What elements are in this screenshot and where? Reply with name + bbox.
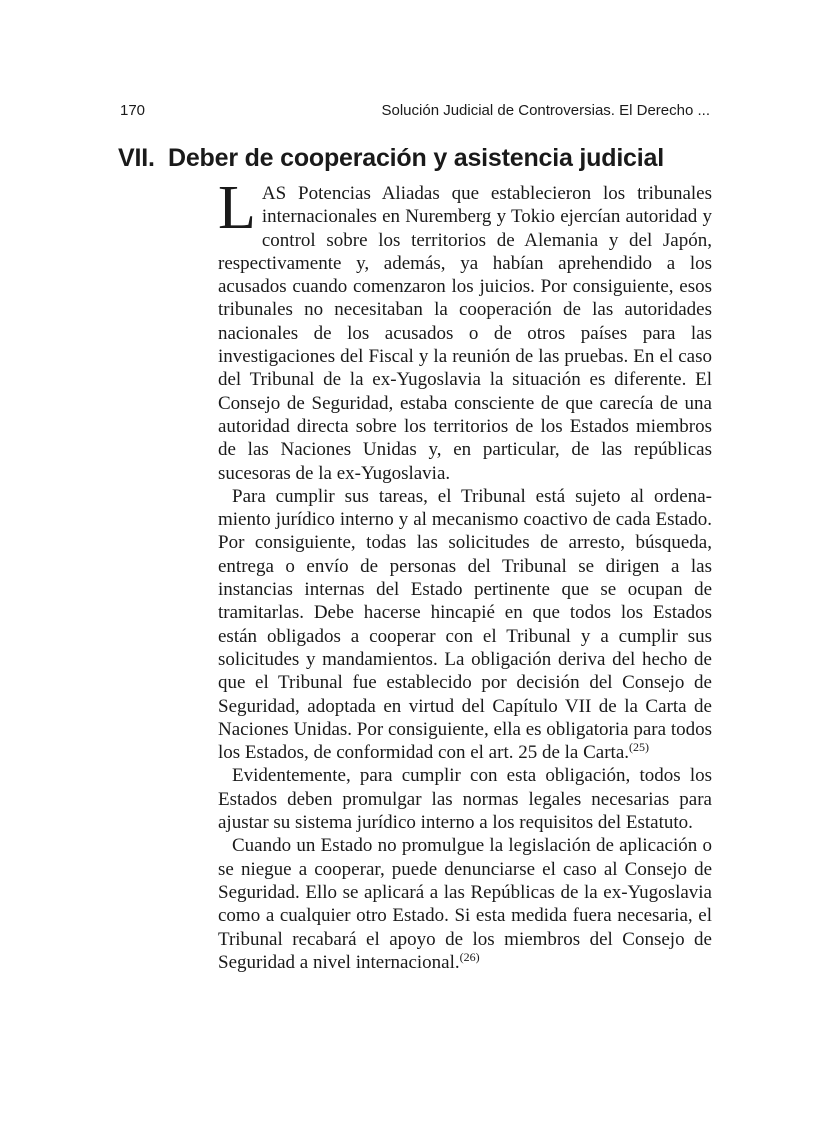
body-text (218, 174, 712, 974)
paragraph-2 (218, 485, 712, 765)
page-number: 170 (120, 102, 146, 119)
footnote-ref-26: (26) (459, 949, 480, 964)
running-header (120, 98, 710, 122)
section-heading (118, 144, 718, 173)
section-title: Deber de cooperación y asistencia judicial (168, 144, 664, 172)
paragraph-1-text: AS Potencias Aliadas que establecieron los tribunales internacionales en Nuremberg y Tokio ejercían autoridad y control sobre los territorios de Alemania y del Japón, respectivamente y, además, ya habían aprehendido a los acusados cuando comenzaron los juicios. Por consiguiente, esos tribunales no necesitaban la cooperación de las autoridades nacionales de los acusados o de otros países para las investigaciones del Fiscal y la reunión de las pruebas. En el caso del Tribunal de la ex-Yugoslavia la situación es diferente. El Consejo de Seguridad, estaba consciente de que carecía de una autoridad directa sobre los territorios de los Estados miembros de las Naciones Unidas y, en particular, de las repúblicas sucesoras de la ex-Yugoslavia. (218, 183, 712, 484)
paragraph-4 (218, 834, 712, 974)
section-number: VII. (118, 144, 155, 172)
running-title: Solución Judicial de Controversias. El Derecho ... (381, 102, 710, 119)
footnote-ref-25: (25) (629, 740, 650, 755)
drop-cap: L (218, 174, 256, 242)
paragraph-3-text: Evidentemente, para cumplir con esta obligación, todos los Estados deben promulgar las normas legales necesarias para ajustar su sistema jurídico interno a los requisitos del Estatuto. (218, 765, 712, 834)
paragraph-3 (218, 764, 712, 834)
paragraph-2-text: Para cumplir sus tareas, el Tribunal está sujeto al ordenamiento jurídico interno y al mecanismo coactivo de cada Estado. Por consiguiente, todas las solicitudes de arresto, búsqueda, entrega o envío de personas del Tribunal se dirigen a las instancias internas del Estado pertinente que se ocupan de tramitarlas. Debe hacerse hincapié en que todos los Estados están obligados a cooperar con el Tribunal y a cumplir sus solicitudes y mandamientos. La obligación deriva del hecho de que el Tribunal fue establecido por decisión del Consejo de Seguridad, adoptada en virtud del Capítulo VII de la Carta de Naciones Unidas. Por consiguiente, ella es obligatoria para todos los Estados, de conformidad con el art. 25 de la Carta. (218, 485, 712, 764)
paragraph-1 (218, 174, 712, 485)
paragraph-4-text: Cuando un Estado no promulgue la legislación de aplicación o se niegue a cooperar, puede denunciarse el caso al Consejo de Seguridad. Ello se aplicará a las Repúblicas de la ex-Yugoslavia como a cualquier otro Estado. Si esta medida fuera necesaria, el Tribunal recabará el apoyo de los miembros del Consejo de Seguridad a nivel internacional. (218, 835, 712, 973)
